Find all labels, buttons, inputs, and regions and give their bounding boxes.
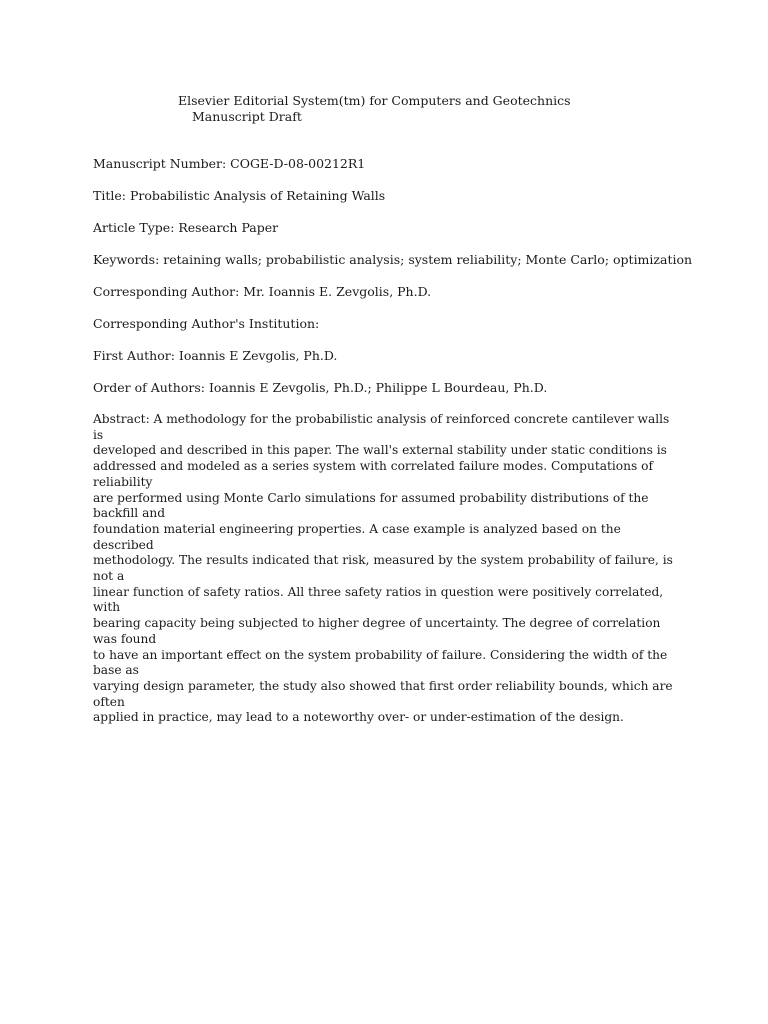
order-of-authors: Order of Authors: Ioannis E Zevgolis, Ph.D.; Philippe L Bourdeau, Ph.D. (93, 380, 548, 395)
keywords: Keywords: retaining walls; probabilistic analysis; system reliability; Monte Carlo; optimization (93, 252, 693, 267)
abstract-line: methodology. The results indicated that risk, measured by the system probability of failure, is not a (93, 553, 673, 584)
abstract-line: developed and described in this paper. The wall's external stability under static conditions is (93, 443, 667, 458)
abstract-line: addressed and modeled as a series system with correlated failure modes. Computations of reliability (93, 459, 653, 489)
abstract-line: are performed using Monte Carlo simulations for assumed probability distributions of the backfill and (93, 490, 649, 521)
manuscript-number: Manuscript Number: COGE-D-08-00212R1 (93, 156, 366, 171)
document-header (178, 93, 571, 125)
abstract-line: to have an important effect on the system probability of failure. Considering the width of the base as (93, 647, 668, 678)
draft-label: Manuscript Draft (192, 109, 302, 124)
manuscript-title: Title: Probabilistic Analysis of Retaining Walls (93, 188, 386, 203)
abstract-line: linear function of safety ratios. All three safety ratios in question were positively correlated, with (93, 584, 664, 615)
abstract-line: foundation material engineering properties. A case example is analyzed based on the described (93, 521, 621, 552)
corresponding-author: Corresponding Author: Mr. Ioannis E. Zevgolis, Ph.D. (93, 284, 432, 299)
corresponding-institution: Corresponding Author's Institution: (93, 316, 320, 331)
abstract-line: Abstract: A methodology for the probabilistic analysis of reinforced concrete cantilever walls is (93, 412, 670, 442)
abstract-line: applied in practice, may lead to a noteworthy over- or under-estimation of the design. (93, 710, 624, 725)
abstract (93, 412, 683, 726)
system-title: Elsevier Editorial System(tm) for Computers and Geotechnics (178, 93, 571, 108)
article-type: Article Type: Research Paper (93, 220, 279, 235)
abstract-line: varying design parameter, the study also showed that first order reliability bounds, which are often (93, 678, 673, 709)
first-author: First Author: Ioannis E Zevgolis, Ph.D. (93, 348, 338, 363)
abstract-line: bearing capacity being subjected to higher degree of uncertainty. The degree of correlation was found (93, 616, 661, 646)
